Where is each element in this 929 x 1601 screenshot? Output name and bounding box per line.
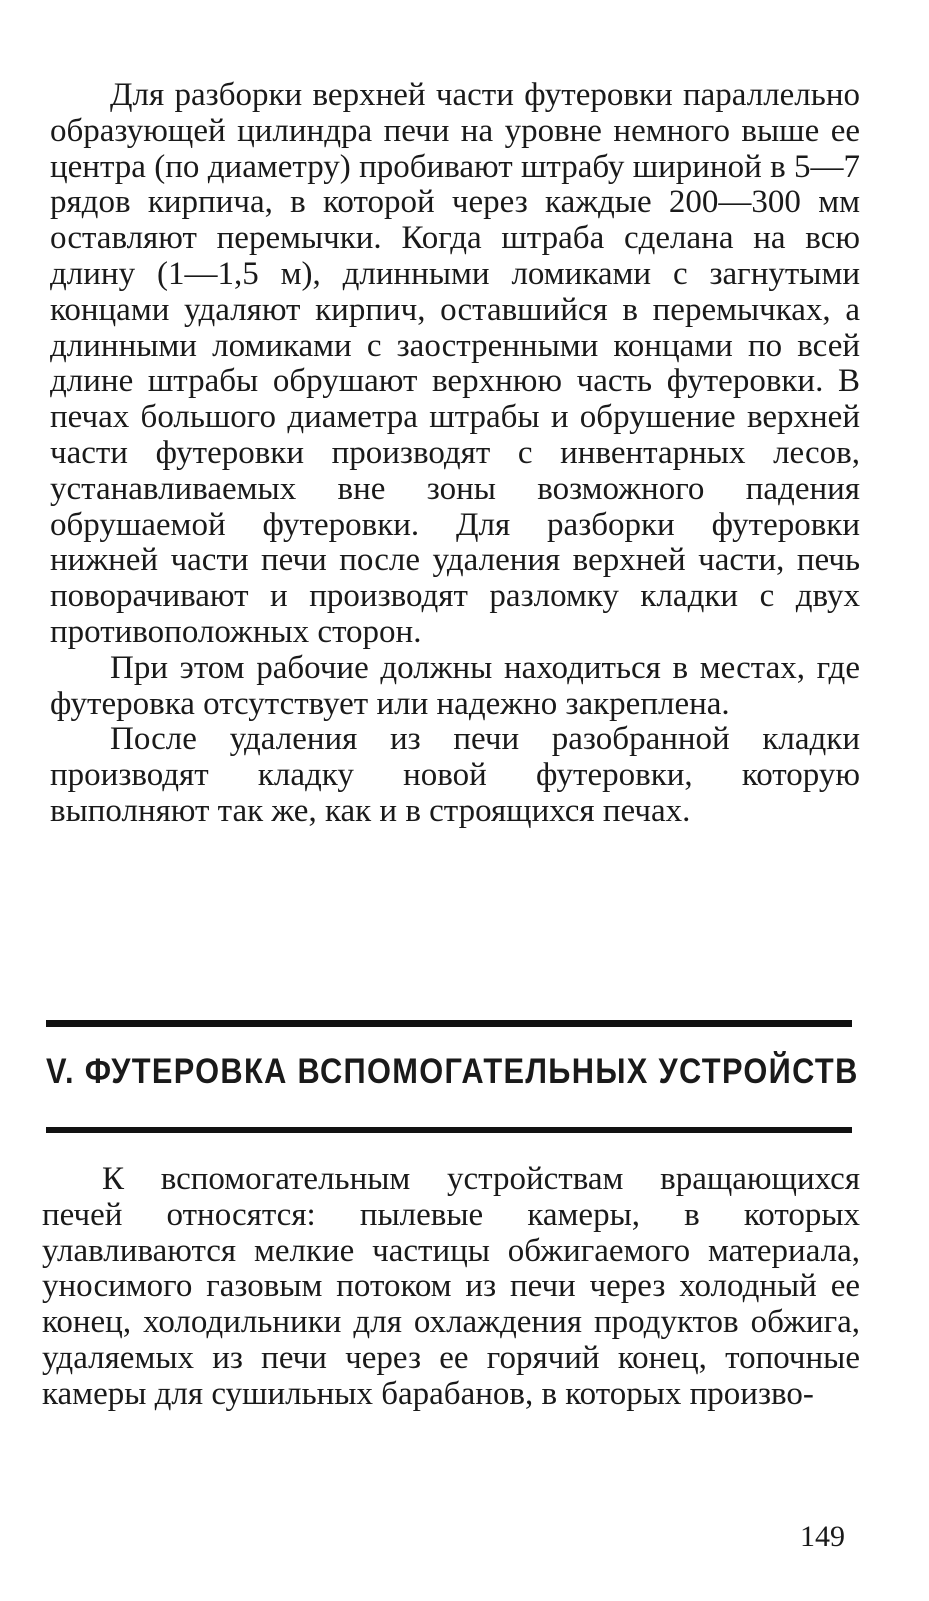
text-block-top <box>50 78 860 830</box>
paragraph-new-lining: После удаления из печи разобранной кладки производят кладку новой футеровки, которую выполняют так же, как и в строящихся печах. <box>50 721 860 829</box>
paragraph-auxiliary-devices: К вспомогательным устройствам вращающихся печей относятся: пылевые камеры, в которых улавливаются мелкие частицы обжигаемого материала, уносимого газовым потоком из печи через холодный ее конец, холодильники для охлаждения продуктов обжига, удаляемых из печи через ее горячий конец, топочные камеры для сушильных барабанов, в которых произво- <box>42 1161 860 1412</box>
text-block-bottom <box>42 1162 860 1413</box>
heading-rule-bottom <box>46 1127 852 1133</box>
paragraph-lining-dismantling: Для разборки верхней части футеровки параллельно образующей цилиндра печи на уровне немного выше ее центра (по диаметру) пробивают штрабу шириной в 5—7 рядов кирпича, в которой через каждые 200—300 мм оставляют перемычки. Когда штраба сделана на всю длину (1—1,5 м), длинными ломиками с загнутыми концами удаляют кирпич, оставшийся в перемычках, а длинными ломиками с заостренными концами по всей длине штрабы обрушают верхнюю часть футеровки. В печах большого диаметра штрабы и обрушение верхней части футеровки производят с инвентарных лесов, устанавливаемых вне зоны возможного падения обрушаемой футеровки. Для разборки футеровки нижней части печи после удаления верхней части, печь поворачивают и производят разломку кладки с двух противоположных сторон. <box>50 77 860 650</box>
page-number: 149 <box>800 1520 845 1553</box>
heading-rule-top <box>46 1020 852 1027</box>
paragraph-worker-safety: При этом рабочие должны находиться в местах, где футеровка отсутствует или надежно закреплена. <box>50 649 860 722</box>
section-heading: V. ФУТЕРОВКА ВСПОМОГАТЕЛЬНЫХ УСТРОЙСТВ <box>46 1052 859 1091</box>
